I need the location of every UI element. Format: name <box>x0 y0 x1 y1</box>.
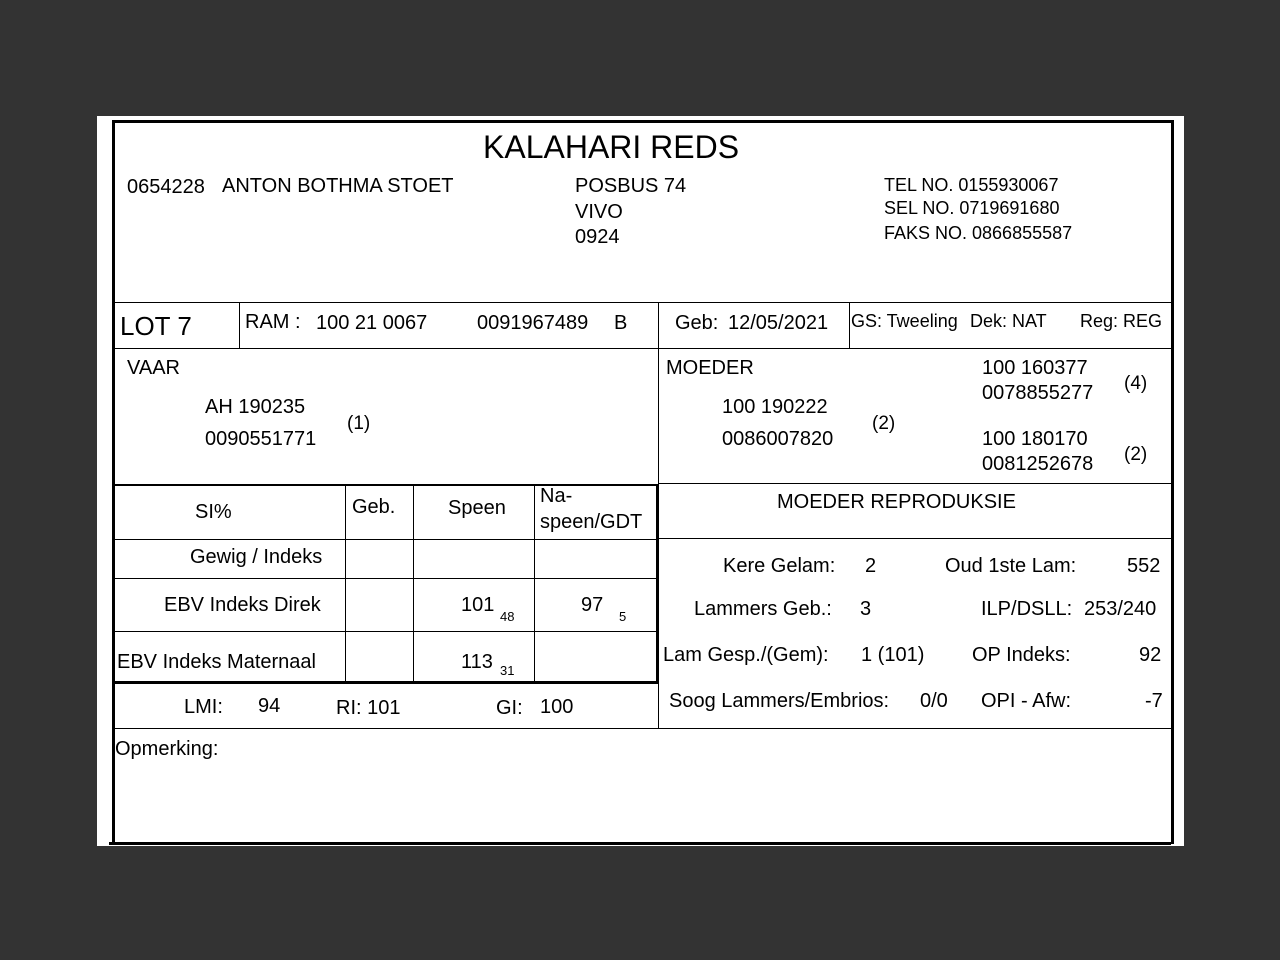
op-label: OP Indeks: <box>972 644 1071 666</box>
faks-number: FAKS NO. 0866855587 <box>884 223 1073 243</box>
rule-col-naspeen <box>534 484 535 682</box>
breed-title: KALAHARI REDS <box>483 129 740 165</box>
dam-sire-number: 0078855277 <box>982 382 1094 404</box>
lot-card <box>97 116 1184 846</box>
sire-number: 0090551771 <box>205 428 317 450</box>
maternal-speen-sub: 31 <box>500 663 515 678</box>
repro-title: MOEDER REPRODUKSIE <box>777 491 1016 513</box>
rule-indices <box>112 728 1174 729</box>
header-geb: Geb. <box>352 496 396 518</box>
remarks-label: Opmerking: <box>115 738 219 760</box>
rule-repro-head <box>659 538 1174 539</box>
sire-label: VAAR <box>127 357 180 379</box>
dam-sire-id: 100 160377 <box>982 357 1088 379</box>
dam-sire-count: (4) <box>1124 373 1148 394</box>
dam-dam-count: (2) <box>1124 444 1148 465</box>
frame-left <box>112 120 115 844</box>
oud-value: 552 <box>1127 555 1161 577</box>
soog-value: 0/0 <box>920 690 948 712</box>
frame-bottom <box>109 842 1171 845</box>
rule-perf-right <box>656 484 659 682</box>
dam-label: MOEDER <box>666 357 754 379</box>
lammers-value: 3 <box>860 598 872 620</box>
rule-col-geb <box>345 484 346 682</box>
maternal-speen-value: 113 <box>461 651 493 673</box>
birth-label: Geb: <box>675 312 719 334</box>
ri-value: RI: 101 <box>336 697 401 719</box>
gi-value: 100 <box>540 696 574 718</box>
header-naspeen-1: Na- <box>540 485 573 507</box>
header-naspeen-2: speen/GDT <box>540 511 643 533</box>
row-maternal-label: EBV Indeks Maternaal <box>117 651 316 673</box>
ram-grade: B <box>614 312 628 334</box>
rule-pedigree-right <box>659 483 1174 484</box>
lmi-value: 94 <box>258 695 281 717</box>
opi-value: -7 <box>1145 690 1163 712</box>
lmi-label: LMI: <box>184 696 223 718</box>
breeder-number: 0654228 <box>127 176 205 198</box>
ram-label: RAM : <box>245 311 301 333</box>
opi-label: OPI - Afw: <box>981 690 1072 712</box>
dek-status: Dek: NAT <box>970 311 1047 331</box>
lammers-label: Lammers Geb.: <box>694 598 832 620</box>
rule-maternal <box>112 681 659 684</box>
rule-weight <box>112 578 659 579</box>
ram-id: 100 21 0067 <box>316 312 428 334</box>
rule-lot-divider <box>239 302 240 348</box>
frame-top <box>112 120 1174 123</box>
kere-label: Kere Gelam: <box>723 555 836 577</box>
dam-count: (2) <box>872 413 896 434</box>
dam-dam-id: 100 180170 <box>982 428 1088 450</box>
row-weight-label: Gewig / Indeks <box>190 546 323 568</box>
direct-speen-sub: 48 <box>500 609 515 624</box>
ilp-label: ILP/DSLL: <box>981 598 1073 620</box>
lot-number: LOT 7 <box>120 311 192 341</box>
kere-value: 2 <box>865 555 877 577</box>
oud-label: Oud 1ste Lam: <box>945 555 1077 577</box>
rule-perf-head <box>112 539 659 540</box>
direct-naspeen-sub: 5 <box>619 609 627 624</box>
soog-label: Soog Lammers/Embrios: <box>669 690 890 712</box>
dam-dam-number: 0081252678 <box>982 453 1094 475</box>
frame-right <box>1171 120 1174 844</box>
tel-number: TEL NO. 0155930067 <box>884 175 1059 195</box>
sire-count: (1) <box>347 413 371 434</box>
rule-header <box>112 302 1174 303</box>
dam-id: 100 190222 <box>722 396 828 418</box>
direct-naspeen-value: 97 <box>581 594 604 616</box>
ram-reg-number: 0091967489 <box>477 312 589 334</box>
gs-status: GS: Tweeling <box>851 311 958 331</box>
gi-label: GI: <box>496 697 523 719</box>
address-line-3: 0924 <box>575 226 620 248</box>
sire-id: AH 190235 <box>205 396 306 418</box>
rule-geb-divider <box>849 302 850 348</box>
gesp-label: Lam Gesp./(Gem): <box>663 644 829 666</box>
breeder-name: ANTON BOTHMA STOET <box>222 175 454 197</box>
ilp-value: 253/240 <box>1084 598 1157 620</box>
dam-number: 0086007820 <box>722 428 834 450</box>
rule-direct <box>112 631 659 632</box>
rule-pedigree-left <box>112 484 659 486</box>
birth-date: 12/05/2021 <box>728 312 829 334</box>
header-si: SI% <box>195 501 232 523</box>
row-direct-label: EBV Indeks Direk <box>164 594 321 616</box>
gesp-value: 1 (101) <box>861 644 925 666</box>
address-line-1: POSBUS 74 <box>575 175 687 197</box>
reg-status: Reg: REG <box>1080 311 1163 331</box>
op-value: 92 <box>1139 644 1162 666</box>
rule-col-speen <box>413 484 414 682</box>
direct-speen-value: 101 <box>461 594 495 616</box>
sel-number: SEL NO. 0719691680 <box>884 198 1060 218</box>
rule-lot <box>112 348 1174 349</box>
header-speen: Speen <box>448 497 506 519</box>
address-line-2: VIVO <box>575 201 623 223</box>
